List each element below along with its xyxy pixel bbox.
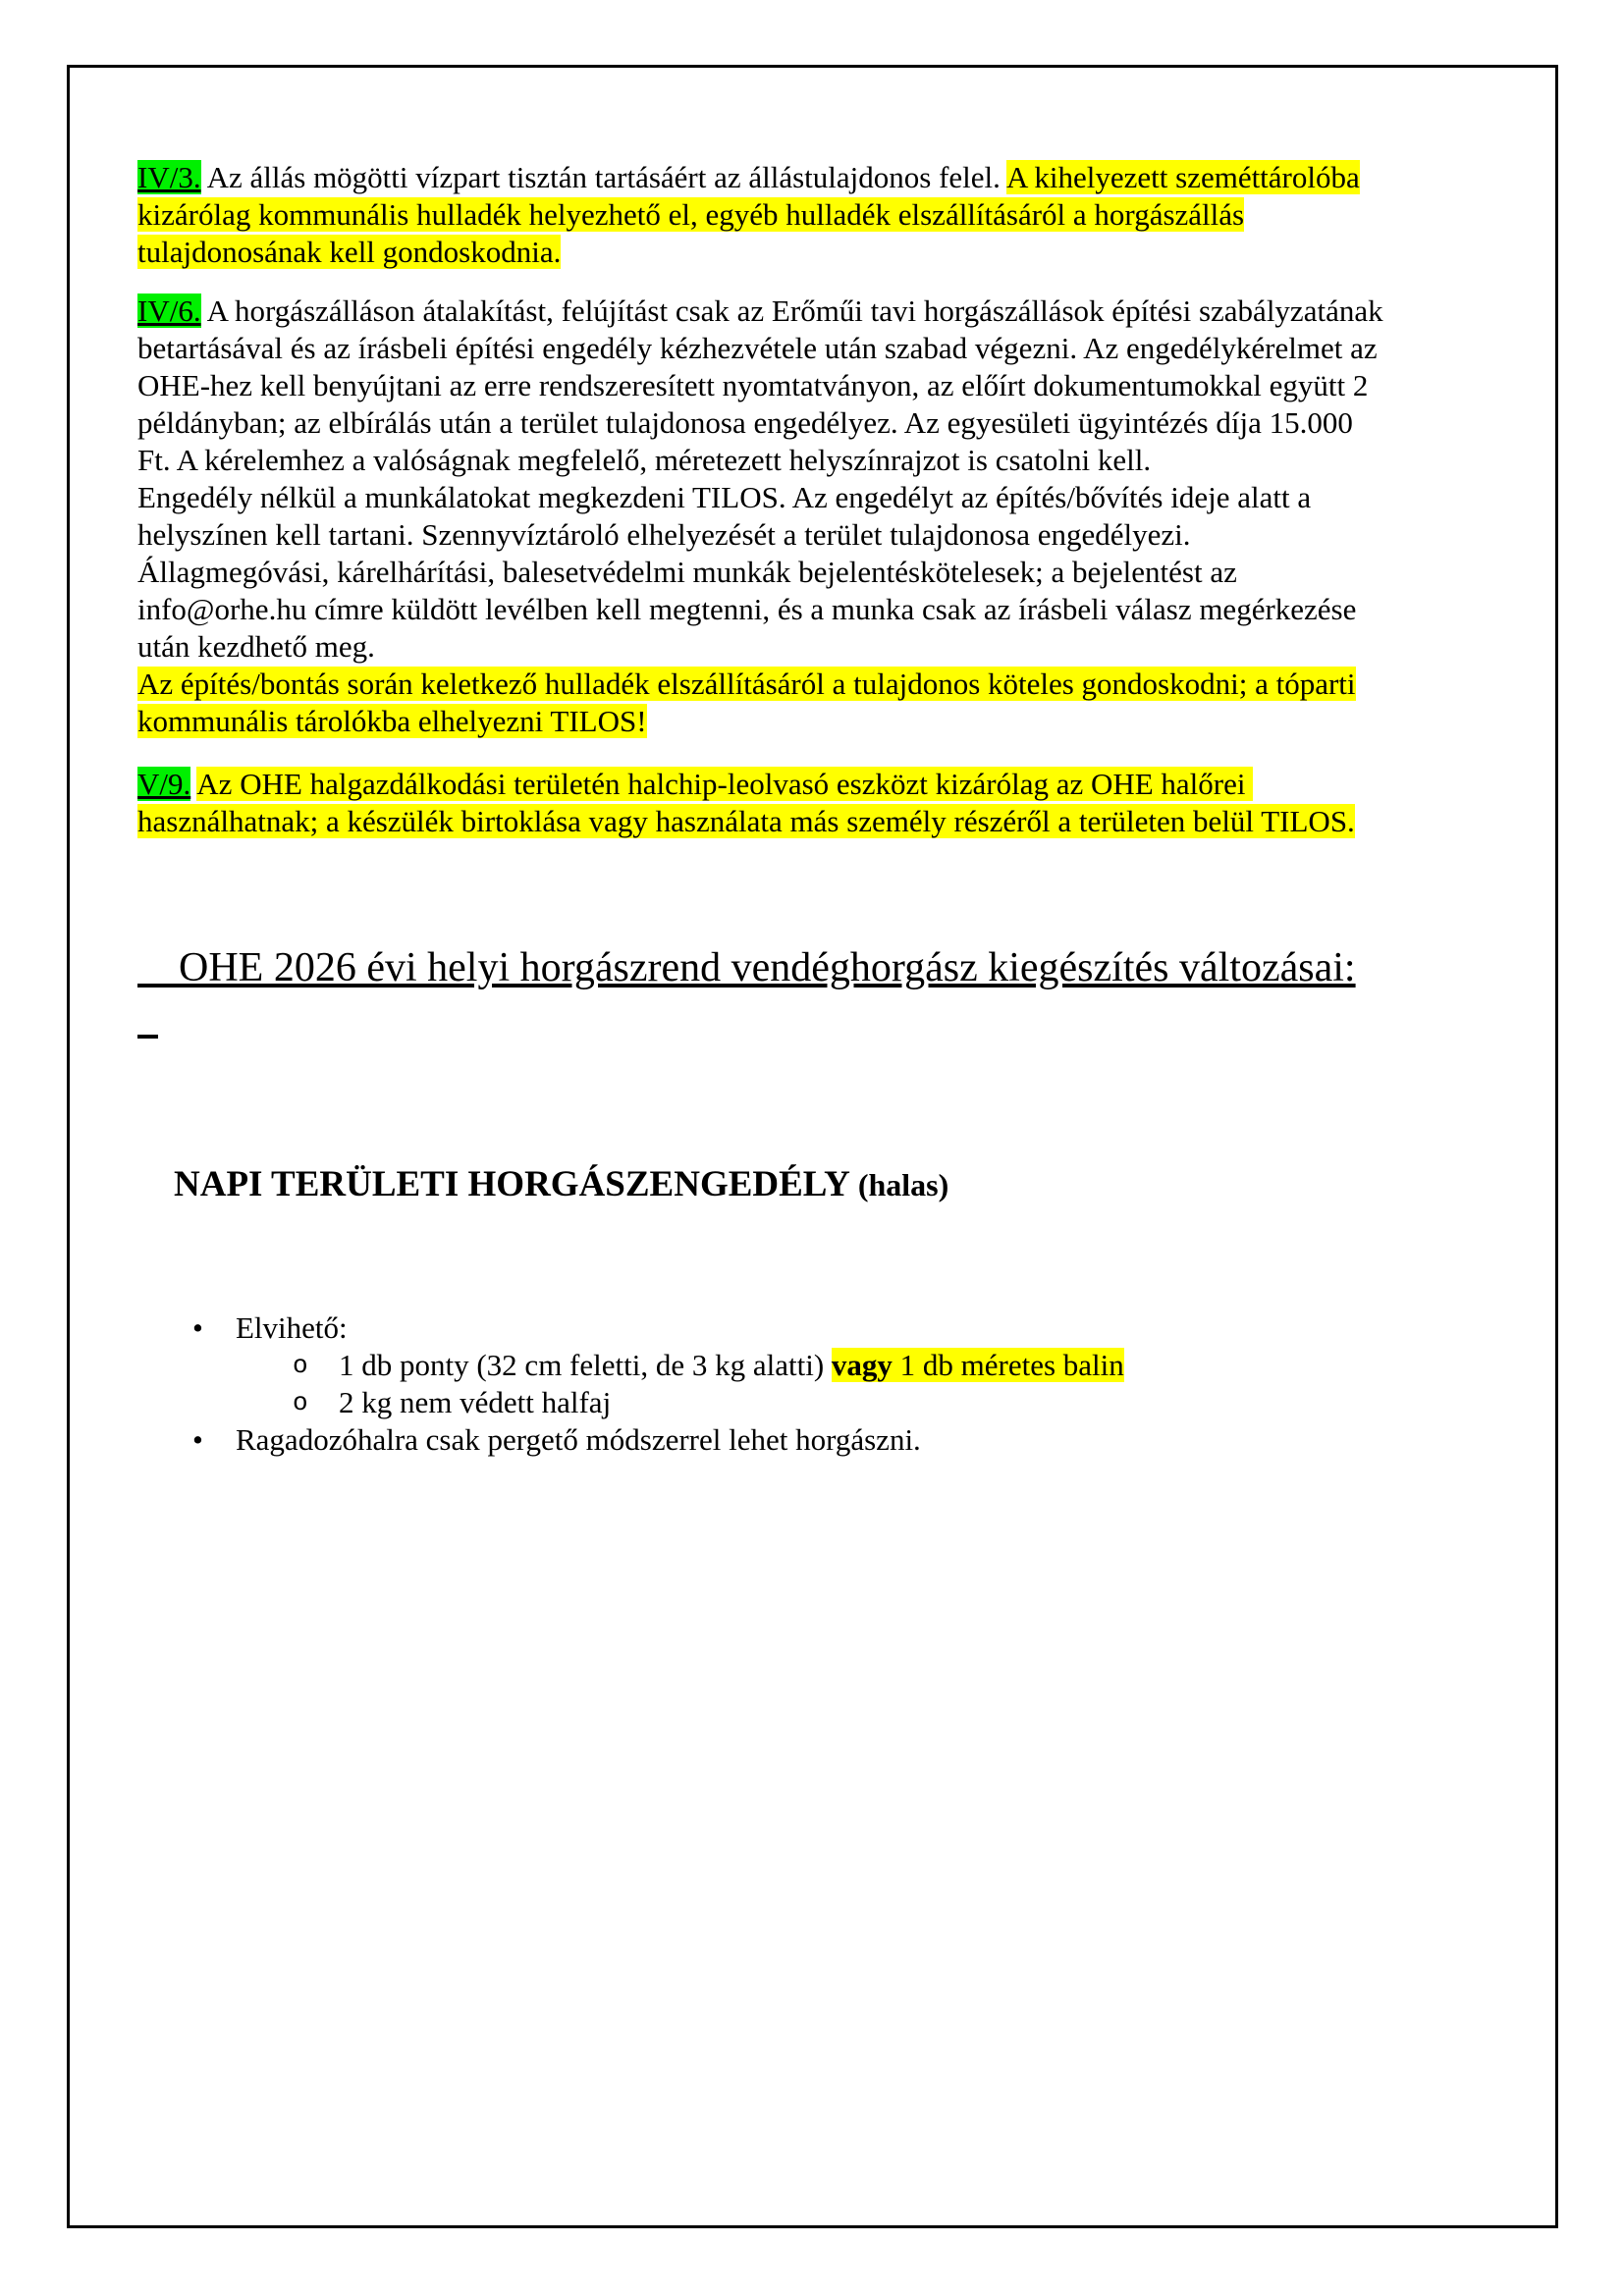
highlighted-text: vagy (831, 1348, 893, 1382)
bullet-item (137, 1421, 1492, 1459)
highlighted-text: Az OHE halgazdálkodási területén halchip-leolvasó eszközt kizárólag az OHE halőrei (196, 767, 1254, 801)
text-line (137, 159, 1492, 196)
highlighted-text: 1 db méretes balin (892, 1348, 1124, 1382)
bullet-text: Ragadozóhalra csak pergető módszerrel lehet horgászni. (236, 1422, 921, 1457)
body-text: Az állás mögötti vízpart tisztán tartásáért az állástulajdonos felel. (200, 160, 1006, 194)
sub-bullet-marker-icon: o (293, 1351, 308, 1380)
body-text: után kezdhető meg. (137, 629, 375, 664)
body-text: Állagmegóvási, kárelhárítási, balesetvédelmi munkák bejelentéskötelesek; a bejelentést az (137, 555, 1237, 589)
document-heading (137, 891, 1492, 1044)
text-line (137, 766, 1492, 803)
bullet-marker-icon: • (192, 1310, 203, 1345)
text-line (137, 666, 1492, 703)
body-text: Engedély nélkül a munkálatokat megkezdeni TILOS. Az engedélyt az építés/bővítés ideje alatt a (137, 480, 1312, 514)
body-text: OHE-hez kell benyújtani az erre rendszeresített nyomtatványon, az előírt dokumentumokkal együtt 2 (137, 368, 1369, 402)
bullet-list (137, 1309, 1492, 1459)
bullet-marker-icon: • (192, 1422, 203, 1457)
body-text: A horgászálláson átalakítást, felújítást csak az Erőműi tavi horgászállások építési szabályzatának (200, 294, 1383, 328)
clause-number-iv6: IV/6. (137, 294, 201, 328)
text-line (137, 234, 1492, 271)
document-content (137, 159, 1492, 1459)
text-line (137, 554, 1492, 591)
paragraph-v9 (137, 766, 1492, 840)
highlighted-text: kommunális tárolókba elhelyezni TILOS! (137, 704, 647, 738)
text-line (137, 803, 1492, 840)
highlighted-text: Az építés/bontás során keletkező hulladék elszállításáról a tulajdonos köteles gondoskodni; a tóparti (137, 667, 1356, 701)
highlighted-text: kizárólag kommunális hulladék helyezhető el, egyéb hulladék elszállításáról a horgászállás (137, 197, 1245, 232)
body-text: betartásával és az írásbeli építési engedély kézhezvétele után szabad végezni. Az engedélykérelmet az (137, 331, 1378, 365)
text-line (137, 293, 1492, 330)
section-heading-main: NAPI TERÜLETI HORGÁSZENGEDÉLY (174, 1164, 850, 1204)
text-line (137, 442, 1492, 479)
bullet-item (137, 1347, 1492, 1384)
bullet-text: 2 kg nem védett halfaj (339, 1385, 612, 1419)
text-line (137, 479, 1492, 516)
text-line (137, 367, 1492, 404)
bullet-item (137, 1384, 1492, 1421)
body-text: info@orhe.hu címre küldött levélben kell megtenni, és a munka csak az írásbeli válasz megérkezése (137, 592, 1357, 626)
paragraph-iv6 (137, 293, 1492, 740)
paragraph-iv3 (137, 159, 1492, 271)
body-text: Ft. A kérelemhez a valóságnak megfelelő, méretezett helyszínrajzot is csatolni kell. (137, 443, 1152, 477)
text-line (137, 196, 1492, 234)
text-line (137, 591, 1492, 628)
clause-number-iv3: IV/3. (137, 160, 201, 194)
sub-bullet-marker-icon: o (293, 1388, 308, 1417)
body-text: helyszínen kell tartani. Szennyvíztároló elhelyezését a terület tulajdonosa engedélyezi. (137, 517, 1191, 552)
body-text: példányban; az elbírálás után a terület tulajdonosa engedélyez. Az egyesületi ügyintézés díja 15.000 (137, 405, 1353, 440)
text-line (137, 404, 1492, 442)
document-heading-text: OHE 2026 évi helyi horgászrend vendéghorgász kiegészítés változásai: (179, 945, 1356, 990)
clause-number-v9: V/9. (137, 767, 191, 801)
text-line (137, 628, 1492, 666)
bullet-item (137, 1309, 1492, 1347)
section-heading (137, 1117, 1492, 1253)
bullet-text: Elvihető: (236, 1310, 348, 1345)
text-line (137, 703, 1492, 740)
bullet-text: 1 db ponty (32 cm feletti, de 3 kg alatti) (339, 1348, 832, 1382)
highlighted-text: A kihelyezett szeméttárolóba (1005, 160, 1360, 194)
section-heading-suffix: (halas) (849, 1167, 949, 1202)
text-line (137, 516, 1492, 554)
highlighted-text: tulajdonosának kell gondoskodnia. (137, 235, 562, 269)
highlighted-text: használhatnak; a készülék birtoklása vagy használata más személy részéről a területen belül TILOS. (137, 804, 1355, 838)
text-line (137, 330, 1492, 367)
